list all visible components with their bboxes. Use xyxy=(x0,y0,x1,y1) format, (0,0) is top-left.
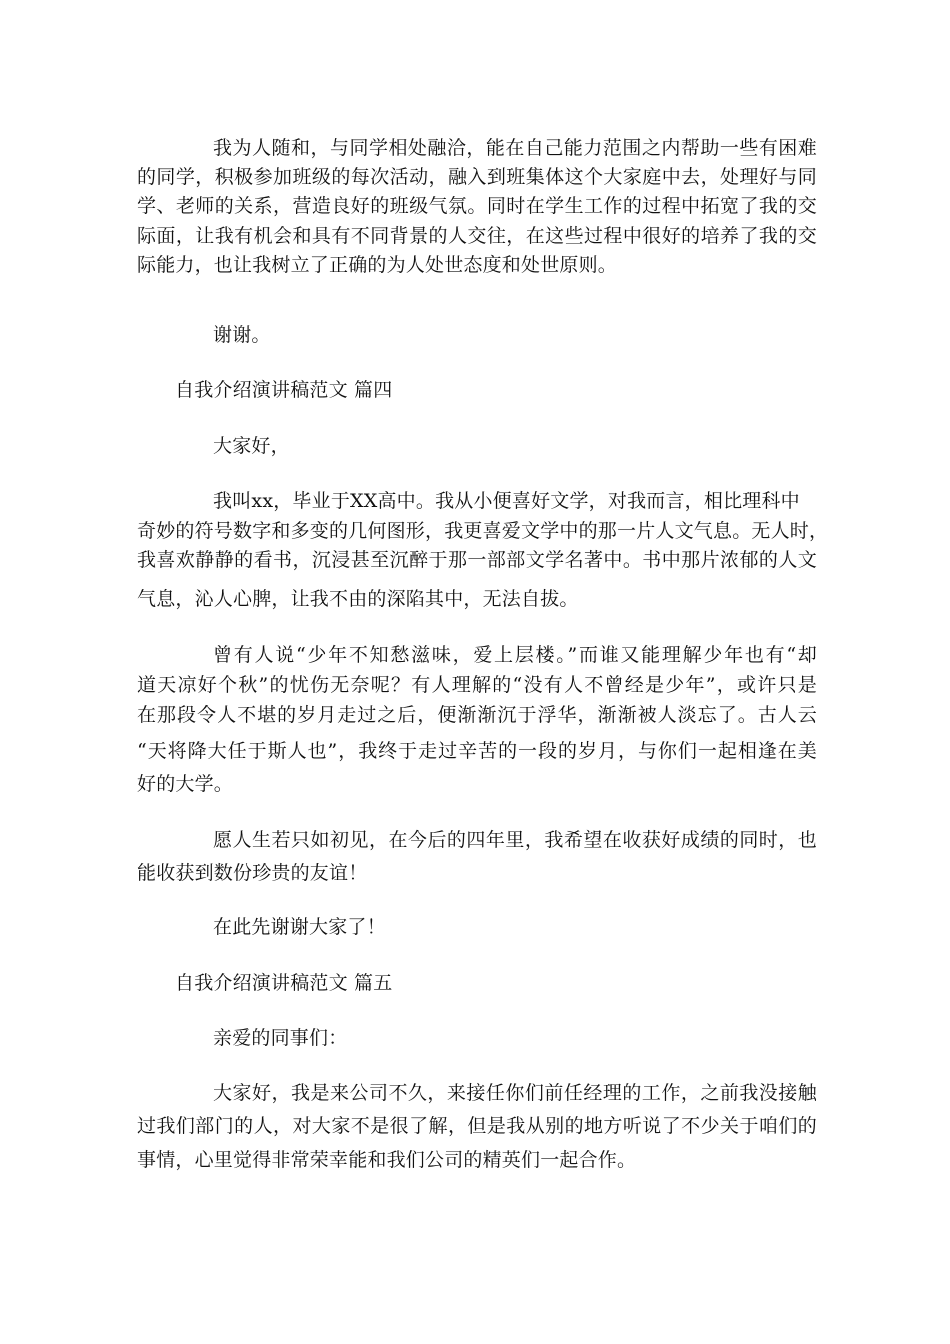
paragraph-line: 能收获到数份珍贵的友谊！ xyxy=(137,862,368,884)
paragraph-line: 气息，沁人心脾，让我不由的深陷其中，无法自拔。 xyxy=(137,588,579,610)
paragraph-line: 好的大学。 xyxy=(137,773,234,795)
paragraph-line: 我喜欢静静的看书，沉浸甚至沉醉于那一部部文学名著中。书中那片浓郁的人文 xyxy=(137,549,817,571)
greeting: 大家好， xyxy=(213,435,290,457)
section-heading: 自我介绍演讲稿范文 篇四 xyxy=(175,379,393,401)
paragraph-line: 际能力，也让我树立了正确的为人处世态度和处世原则。 xyxy=(137,254,618,276)
paragraph-line: 愿人生若只如初见，在今后的四年里，我希望在收获好成绩的同时，也 xyxy=(213,829,817,851)
paragraph-line: 过我们部门的人，对大家不是很了解，但是我从别的地方听说了不少关于咱们的 xyxy=(137,1115,817,1137)
paragraph-line: 学、老师的关系，营造良好的班级气氛。同时在学生工作的过程中拓宽了我的交 xyxy=(137,195,817,217)
paragraph-line: 际面，让我有机会和具有不同背景的人交往，在这些过程中很好的培养了我的交 xyxy=(137,225,817,247)
paragraph-line: 大家好，我是来公司不久，来接任你们前任经理的工作，之前我没接触 xyxy=(213,1082,817,1104)
paragraph-line: 我叫xx，毕业于XX高中。我从小便喜好文学，对我而言，相比理科中 xyxy=(213,490,800,512)
paragraph-line: “天将降大任于斯人也”，我终于走过辛苦的一段的岁月，与你们一起相逢在美 xyxy=(137,740,817,762)
section-heading: 自我介绍演讲稿范文 篇五 xyxy=(175,972,393,994)
paragraph-line: 道天凉好个秋”的忧伤无奈呢？有人理解的“没有人不曾经是少年”，或许只是 xyxy=(137,674,817,696)
closing-line: 在此先谢谢大家了！ xyxy=(213,916,386,938)
closing-thanks: 谢谢。 xyxy=(213,324,271,346)
paragraph-line: 在那段令人不堪的岁月走过之后，便渐渐沉于浮华，渐渐被人淡忘了。古人云 xyxy=(137,704,817,726)
paragraph-line: 事情，心里觉得非常荣幸能和我们公司的精英们一起合作。 xyxy=(137,1149,637,1171)
paragraph-line: 奇妙的符号数字和多变的几何图形，我更喜爱文学中的那一片人文气息。无人时， xyxy=(137,520,829,542)
paragraph-line: 的同学，积极参加班级的每次活动，融入到班集体这个大家庭中去，处理好与同 xyxy=(137,166,817,188)
greeting: 亲爱的同事们： xyxy=(213,1027,348,1049)
paragraph-line: 曾有人说“少年不知愁滋味，爱上层楼。”而谁又能理解少年也有“却 xyxy=(213,644,817,666)
paragraph-line: 我为人随和，与同学相处融洽，能在自己能力范围之内帮助一些有困难 xyxy=(213,137,817,159)
